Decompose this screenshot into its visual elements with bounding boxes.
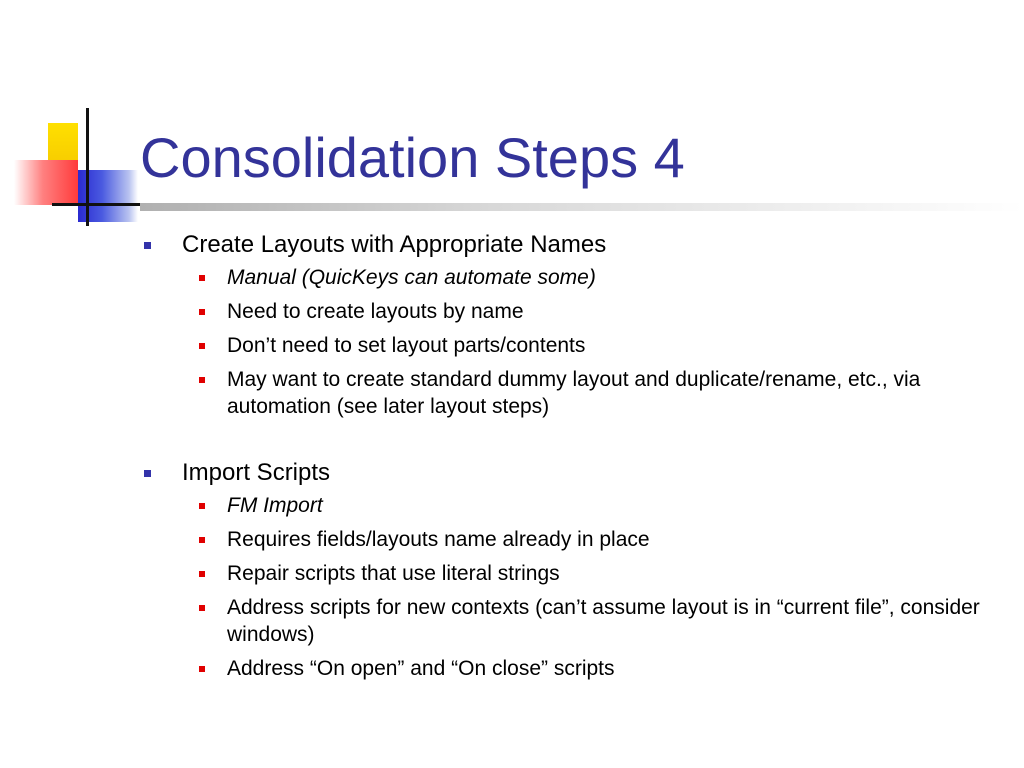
sub-bullet [182, 526, 1000, 553]
decor-vertical-line [86, 108, 89, 226]
bullet-create-layouts [140, 228, 1000, 420]
sub-bullet [182, 492, 1000, 519]
sub-bullet-list [182, 264, 1000, 420]
red-square-bullet-icon [199, 537, 205, 543]
sub-bullet-text: FM Import [227, 494, 323, 517]
sub-bullet-text: Manual (QuicKeys can automate some) [227, 266, 596, 289]
sub-bullet-text: Address “On open” and “On close” scripts [227, 657, 615, 680]
blue-square-bullet-icon [144, 470, 151, 477]
blue-square-bullet-icon [144, 242, 151, 249]
red-square-bullet-icon [199, 571, 205, 577]
sub-bullet-text: Don’t need to set layout parts/contents [227, 334, 586, 357]
sub-bullet-text: Address scripts for new contexts (can’t assume layout is in “current file”, consider windows) [227, 596, 980, 646]
sub-bullet [182, 594, 1000, 648]
sub-bullet [182, 560, 1000, 587]
sub-bullet [182, 655, 1000, 682]
red-square-bullet-icon [199, 666, 205, 672]
sub-bullet [182, 298, 1000, 325]
red-square-bullet-icon [199, 343, 205, 349]
red-square-bullet-icon [199, 377, 205, 383]
sub-bullet [182, 332, 1000, 359]
red-square-bullet-icon [199, 309, 205, 315]
red-square-bullet-icon [199, 503, 205, 509]
slide-body [140, 228, 1000, 689]
sub-bullet-text: May want to create standard dummy layout and duplicate/rename, etc., via automation (see later layout steps) [227, 368, 921, 418]
sub-bullet [182, 264, 1000, 291]
bullet-heading: Create Layouts with Appropriate Names [182, 231, 607, 258]
bullet-import-scripts [140, 456, 1000, 682]
sub-bullet [182, 366, 1000, 420]
title-underline [140, 203, 1024, 211]
sub-bullet-list [182, 492, 1000, 682]
decor-red-gradient [14, 160, 78, 205]
sub-bullet-text: Repair scripts that use literal strings [227, 562, 560, 585]
red-square-bullet-icon [199, 605, 205, 611]
sub-bullet-text: Requires fields/layouts name already in place [227, 528, 650, 551]
bullet-heading: Import Scripts [182, 459, 331, 486]
bullet-list [140, 228, 1000, 682]
sub-bullet-text: Need to create layouts by name [227, 300, 524, 323]
red-square-bullet-icon [199, 275, 205, 281]
slide-title: Consolidation Steps 4 [140, 126, 685, 189]
decor-horizontal-line [52, 203, 142, 206]
